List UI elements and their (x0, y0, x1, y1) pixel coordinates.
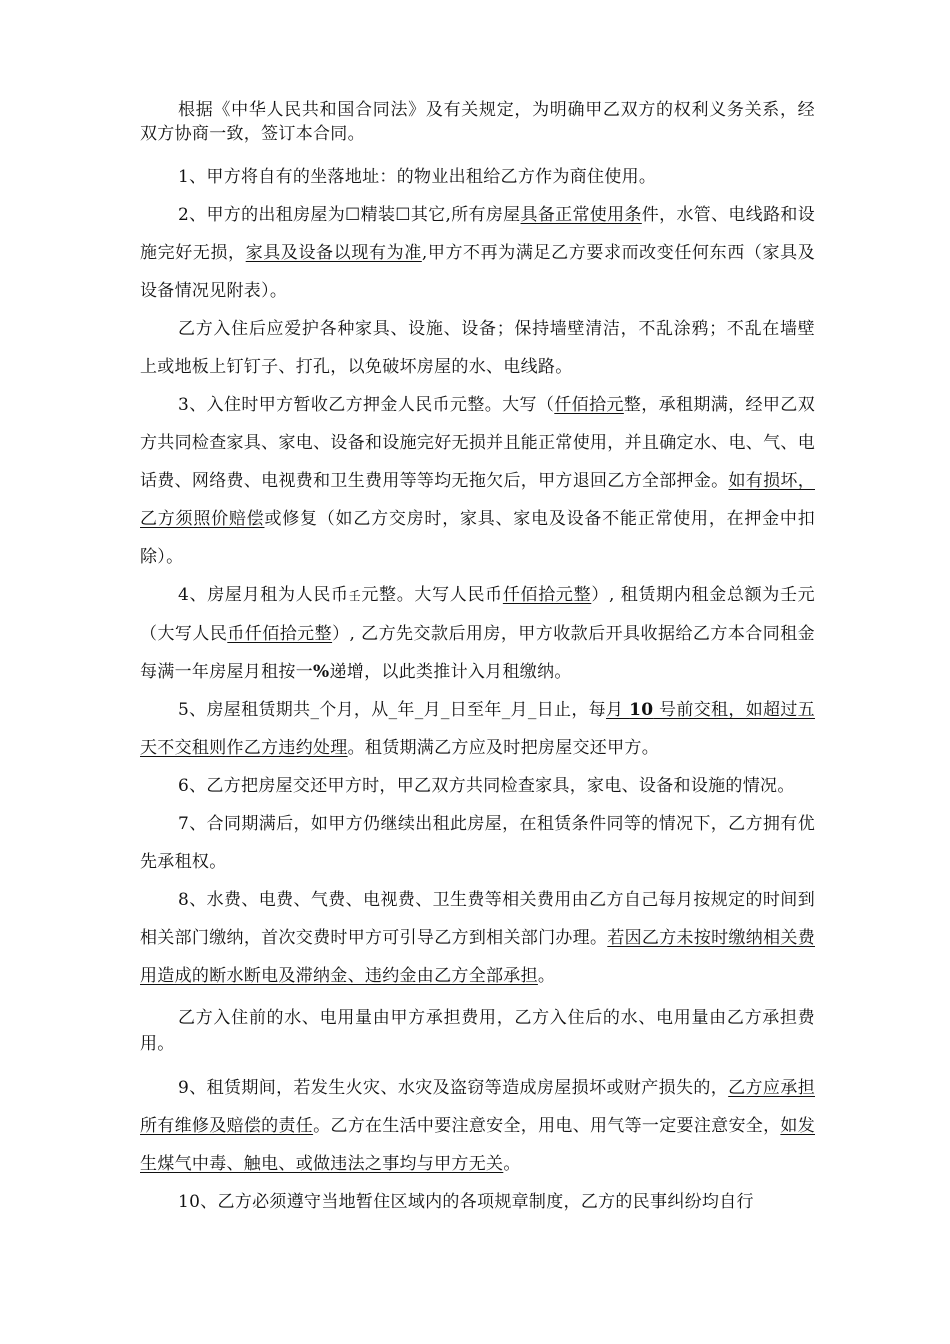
clause-3-text-b: 整，承租期满，经甲乙双方共同检查家具、家电、设备和设施完好无损并且能正常使用，并且确定水、电、气、电话费、网络费、电视费和卫生费用等等均无拖欠后，甲方退回乙方全部押金。 (140, 395, 815, 491)
clause-7 (140, 805, 815, 881)
utility-text: 乙方入住前的水、电用量由甲方承担费用，乙方入住后的水、电用量由乙方承担费用。 (140, 1008, 815, 1054)
clause-2-underline-1: 具备正常使用条 (520, 205, 642, 225)
clause-4-small: 壬 (348, 589, 362, 603)
clause-4-underline-1: 仟佰拾元整 (502, 585, 592, 605)
clause-4 (140, 576, 815, 691)
clause-2 (140, 196, 815, 310)
clause-4-text-e: 递增，以此类推计入月租缴纳。 (329, 662, 572, 682)
clause-4-text-b: 元整。大写人民币 (361, 585, 503, 605)
clause-2-underline-2: 家具及设备以现有为准 (245, 243, 422, 263)
intro-paragraph (140, 98, 815, 146)
clause-6-text: 6、乙方把房屋交还甲方时，甲乙双方共同检查家具，家电、设备和设施的情况。 (178, 776, 795, 796)
clause-8-text-b: 。 (537, 966, 556, 986)
clause-8-underline: 若因乙方未按时缴纳相关费用造成的断水断电及滞纳金、违约金由乙方全部承担 (140, 928, 815, 986)
clause-8 (140, 881, 815, 995)
clause-3-text-c: 或修复（如乙方交房时，家具、家电及设备不能正常使用，在押金中扣除）。 (140, 509, 815, 567)
clause-4-underline-2: 币仟佰拾元整 (227, 624, 333, 644)
clause-9 (140, 1069, 815, 1183)
clause-5-underline-a: 月 (606, 700, 630, 720)
clause-2-text: 2、甲方的出租房屋为☐精装☐其它,所有房屋 (178, 205, 521, 225)
clause-5-text: 5、房屋租赁期共_个月，从_年_月_日至年_月_日止，每 (178, 700, 606, 720)
intro-text: 根据《中华人民共和国合同法》及有关规定，为明确甲乙双方的权利义务关系，经双方协商一致，签订本合同。 (140, 100, 815, 144)
clause-3-underline-1: 仟佰拾元 (554, 395, 624, 415)
clause-5-underline-b: 号前交租，如超过五天不交租则作乙方违约处理 (140, 700, 815, 758)
clause-4-text: 4、房屋月租为人民币 (178, 585, 349, 605)
clause-4-text-d: ）, 乙方先交款后用房，甲方收款后开具收据给乙方本合同租金每满一年房屋月租按一 (140, 624, 815, 682)
clause-8-text: 8、水费、电费、气费、电视费、卫生费等相关费用由乙方自己每月按规定的时间到相关部门缴纳，首次交费时甲方可引导乙方到相关部门办理。 (140, 890, 815, 948)
clause-7-text: 7、合同期满后，如甲方仍继续出租此房屋，在租赁条件同等的情况下，乙方拥有优先承租权。 (140, 814, 815, 872)
care-paragraph (140, 310, 815, 386)
clause-10 (140, 1183, 815, 1221)
clause-9-underline-1: 乙方应承担所有维修及赔偿的责任 (140, 1078, 815, 1136)
clause-9-text-b: 。乙方在生活中要注意安全，用电、用气等一定要注意安全， (313, 1116, 781, 1136)
clause-5 (140, 691, 815, 767)
clause-3-text: 3、入住时甲方暂收乙方押金人民币元整。大写（ (178, 395, 555, 415)
clause-9-underline-2: 如发生煤气中毒、触电、或做违法之事均与甲方无关 (140, 1116, 815, 1174)
clause-1 (140, 158, 815, 196)
clause-2-text-b: 件，水管、电线路和设施完好无损， (140, 205, 816, 263)
utility-paragraph (140, 1005, 815, 1057)
clause-10-text: 10、乙方必须遵守当地暂住区域内的各项规章制度，乙方的民事纠纷均自行 (178, 1192, 754, 1212)
clause-1-text: 1、甲方将自有的坐落地址：的物业出租给乙方作为商住使用。 (178, 167, 657, 187)
clause-4-text-c: ）, 租赁期内租金总额为壬元（大写人民 (140, 585, 815, 644)
clause-4-percent: % (313, 662, 330, 682)
clause-5-day: 10 (629, 700, 654, 720)
clause-9-text-c: 。 (503, 1154, 521, 1174)
contract-body (140, 98, 815, 1221)
care-text: 乙方入住后应爱护各种家具、设施、设备；保持墙壁清洁，不乱涂鸦；不乱在墙壁上或地板上钉钉子、打孔，以免破坏房屋的水、电线路。 (140, 319, 815, 377)
clause-6 (140, 767, 815, 805)
clause-2-text-c: ,甲方不再为满足乙方要求而改变任何东西（家具及设备情况见附表）。 (140, 243, 815, 301)
clause-5-text-b: 。租赁期满乙方应及时把房屋交还甲方。 (347, 738, 660, 758)
clause-3-underline-2: 如有损坏，乙方须照价赔偿 (140, 471, 815, 529)
clause-3 (140, 386, 815, 576)
clause-9-text: 9、租赁期间，若发生火灾、水灾及盗窃等造成房屋损坏或财产损失的， (178, 1078, 729, 1098)
